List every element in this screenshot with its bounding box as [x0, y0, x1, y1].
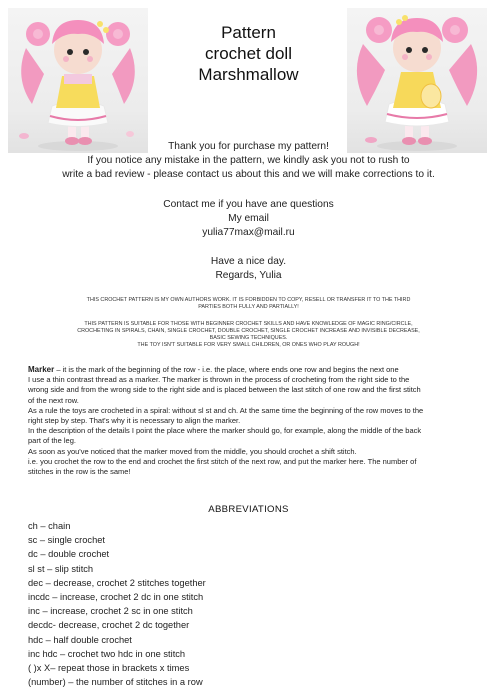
notice-line: THE TOY ISN'T SUITABLE FOR VERY SMALL CHILDREN, OR ONES WHO PLAY ROUGH! — [137, 342, 360, 348]
title-line: crochet doll — [205, 44, 292, 63]
pattern-title — [150, 22, 347, 85]
marker-line: of the next row. — [28, 395, 79, 405]
doll-photo-right — [347, 8, 487, 153]
title-line: Marshmallow — [198, 65, 299, 84]
marker-line: part of the leg. — [28, 436, 76, 446]
marker-explanation — [28, 365, 474, 477]
list-item: sc – single crochet — [28, 535, 105, 546]
list-item: ch – chain — [28, 521, 71, 531]
doll-illustration-left — [8, 8, 148, 153]
intro-line: If you notice any mistake in the pattern, we kindly ask you not to rush to — [87, 155, 410, 166]
list-item: inc hdc – crochet two hdc in one stitch — [28, 648, 186, 659]
marker-line: right step by step. That's why it is necessary to align the marker. — [28, 416, 241, 426]
list-item: dc – double crochet — [28, 549, 110, 560]
marker-line: In the description of the details I point the place where the marker should go, for example, along the middle of the back — [28, 426, 422, 436]
title-line: Pattern — [221, 23, 276, 42]
doll-photo-left — [8, 8, 148, 153]
notice-line: THIS CROCHET PATTERN IS MY OWN AUTHORS WORK. IT IS FORBIDDEN TO COPY, RESELL OR TRANSFER IT TO THE THIRD — [86, 297, 411, 303]
list-item: ( )x X– repeat those in brackets x times — [28, 663, 190, 674]
marker-term: Marker — [28, 365, 55, 374]
notice-line: THIS PATTERN IS SUITABLE FOR THOSE WITH BEGINNER CROCHET SKILLS AND HAVE KNOWLEDGE OF MAGIC RING/CIRCLE, — [84, 321, 413, 327]
suitability-notice — [30, 321, 467, 349]
contact-block — [20, 198, 477, 240]
list-item: sl st – slip stitch — [28, 563, 94, 574]
notice-line: PARTIES BOTH FULLY AND PARTIALLY! — [198, 304, 299, 310]
copyright-notice — [30, 297, 467, 311]
doll-illustration-right — [347, 8, 487, 153]
marker-line: Marker – it is the mark of the beginning of the row - i.e. the place, where ends one row and begins the next one — [28, 365, 399, 374]
contact-email: yulia77max@mail.ru — [202, 227, 295, 238]
list-item: hdc – half double crochet — [28, 634, 132, 645]
contact-line: Contact me if you have ane questions — [163, 199, 334, 210]
intro-line: Thank you for purchase my pattern! — [168, 141, 329, 152]
signature-line: Regards, Yulia — [215, 270, 282, 281]
marker-line: stitches in the row is the same! — [28, 467, 131, 477]
list-item: decdc- decrease, crochet 2 dc together — [28, 620, 190, 631]
abbreviations-list — [28, 519, 428, 689]
marker-line: I use a thin contrast thread as a marker. The marker is thrown in the process of crocheting from the right side to the — [28, 375, 410, 385]
contact-line: My email — [228, 213, 269, 224]
notice-line: CROCHETING IN SPIRALS, CHAIN, SINGLE CROCHET, DOUBLE CROCHET, SINGLE CROCHET INCREASE AND INVISIBLE DECREASE, — [77, 328, 420, 334]
list-item: (number) – the number of stitches in a row — [28, 677, 203, 688]
marker-line: As a rule the toys are crocheted in a spiral: without sl st and ch. At the same time the beginning of the row moves to the — [28, 405, 424, 415]
farewell-block — [20, 255, 477, 283]
abbreviations-heading: ABBREVIATIONS — [208, 504, 289, 515]
list-item: dec – decrease, crochet 2 stitches together — [28, 577, 206, 588]
marker-line: As soon as you've noticed that the marker moved from the middle, you should crochet a shift stitch. — [28, 446, 357, 456]
list-item: inc – increase, crochet 2 sc in one stitch — [28, 606, 193, 617]
thank-you-message — [20, 140, 477, 182]
farewell-line: Have a nice day. — [210, 256, 287, 267]
marker-line: i.e. you crochet the row to the end and crochet the first stitch of the next row, and put the marker here. The number of — [28, 456, 417, 466]
intro-line: write a bad review - please contact us about this and we will make corrections to it. — [62, 169, 435, 180]
list-item: incdc – increase, crochet 2 dc in one stitch — [28, 592, 204, 603]
notice-line: BASIC SEWING TECHNIQUES. — [209, 335, 288, 341]
marker-line: wrong side and from the wrong side to the right side and is placed between the last stitch of one row and the first stitch — [28, 385, 421, 395]
